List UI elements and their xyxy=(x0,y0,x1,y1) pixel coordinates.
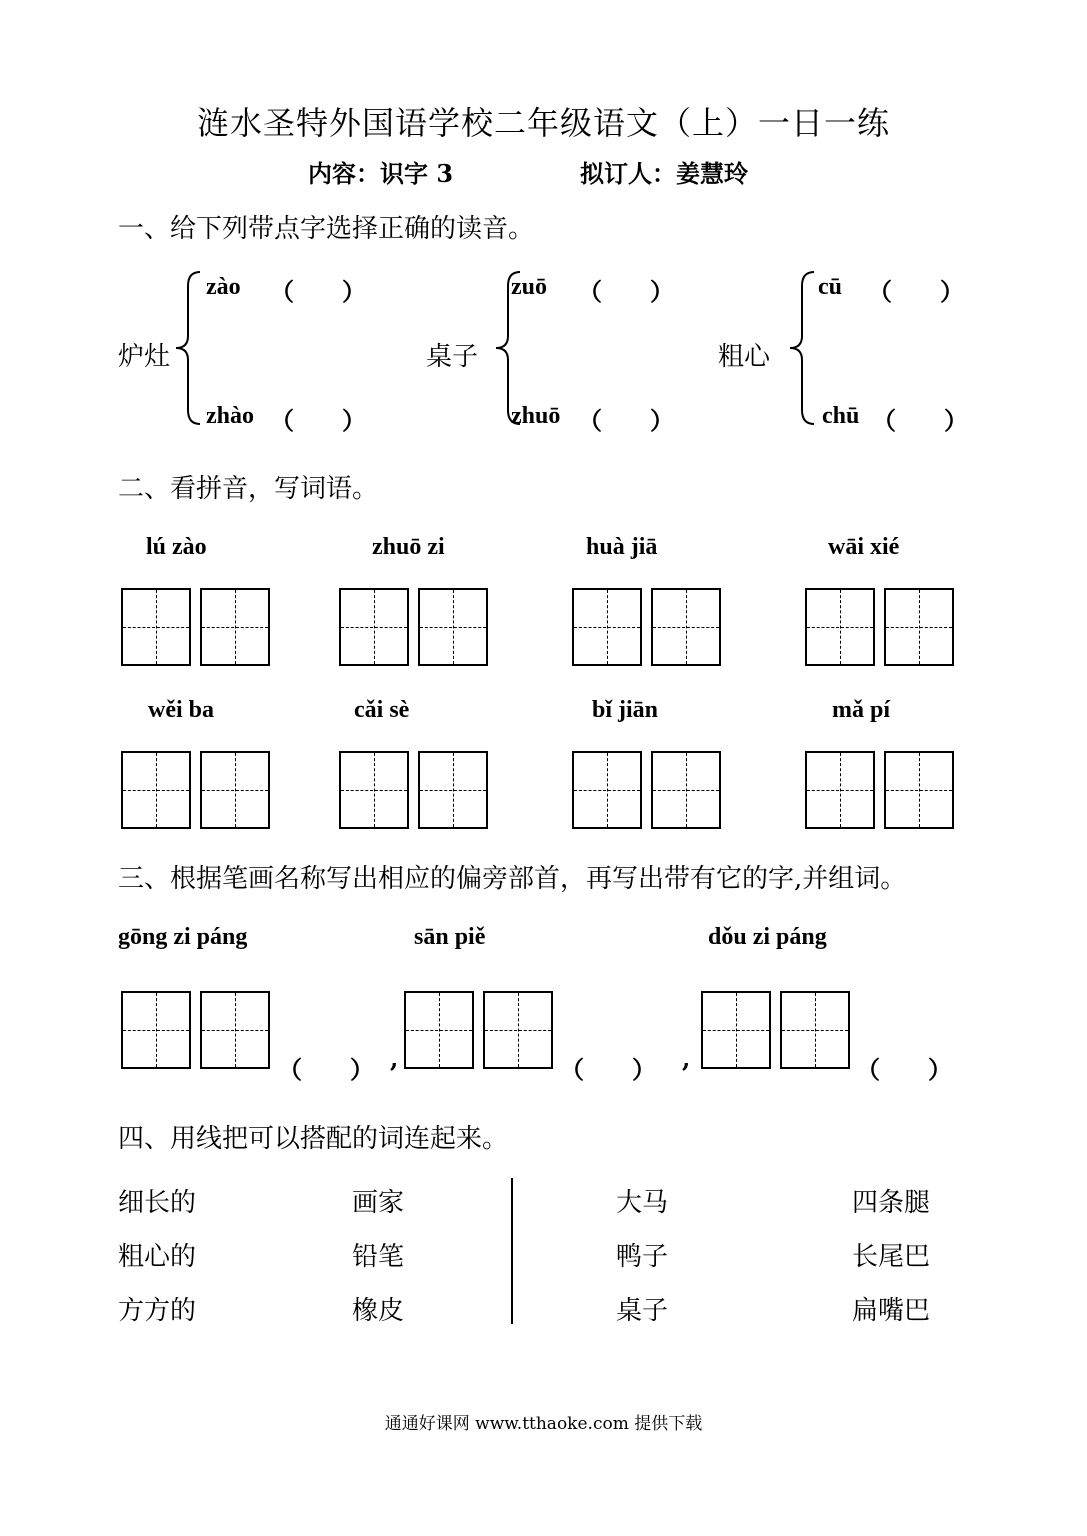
s2-pinyin-3: huà jiā xyxy=(586,534,658,560)
match-word: 鸭子 xyxy=(616,1242,669,1272)
match-word: 桌子 xyxy=(616,1296,669,1326)
writing-cell[interactable] xyxy=(651,751,721,829)
s2-pinyin-5: wěi ba xyxy=(148,697,214,723)
match-word: 四条腿 xyxy=(852,1188,931,1218)
s3-pinyin-1: gōng zi páng xyxy=(118,924,248,950)
page-title: 涟水圣特外国语学校二年级语文（上）一日一练 xyxy=(196,104,890,142)
s3-paren-3[interactable]: （ ） xyxy=(856,1055,952,1084)
s1-word-3: 粗心 xyxy=(718,342,771,372)
writing-cell[interactable] xyxy=(339,751,409,829)
match-word: 长尾巴 xyxy=(852,1242,931,1272)
s3-comma-2: , xyxy=(682,1044,691,1073)
s1-paren-1b[interactable]: （ ） xyxy=(270,406,366,435)
s3-pinyin-3: dǒu zi páng xyxy=(708,924,827,950)
brace-1 xyxy=(172,270,204,426)
s2-pinyin-8: mǎ pí xyxy=(832,697,891,723)
writing-cell[interactable] xyxy=(200,751,270,829)
s1-option-2a: zuō xyxy=(511,274,547,300)
s1-paren-2a[interactable]: （ ） xyxy=(578,277,674,306)
s1-option-1a: zào xyxy=(206,274,241,300)
match-word: 铅笔 xyxy=(352,1242,405,1272)
section1-heading: 一、给下列带点字选择正确的读音。 xyxy=(118,214,535,244)
writing-cell[interactable] xyxy=(884,588,954,666)
writing-cell[interactable] xyxy=(121,588,191,666)
s1-paren-3a[interactable]: （ ） xyxy=(868,277,964,306)
s1-paren-2b[interactable]: （ ） xyxy=(578,406,674,435)
s2-pinyin-4: wāi xié xyxy=(828,534,900,560)
s2-pinyin-1: lú zào xyxy=(146,534,207,560)
writing-cell[interactable] xyxy=(572,588,642,666)
s3-paren-1[interactable]: （ ） xyxy=(278,1055,374,1084)
writing-cell[interactable] xyxy=(339,588,409,666)
match-word: 细长的 xyxy=(118,1188,197,1218)
writing-cell[interactable] xyxy=(418,588,488,666)
s2-pinyin-6: cǎi sè xyxy=(354,697,410,723)
section4-heading: 四、用线把可以搭配的词连起来。 xyxy=(118,1124,509,1154)
s2-pinyin-7: bǐ jiān xyxy=(592,697,659,723)
writing-cell[interactable] xyxy=(884,751,954,829)
s1-paren-3b[interactable]: （ ） xyxy=(872,406,968,435)
writing-cell[interactable] xyxy=(121,991,191,1069)
s3-comma-1: , xyxy=(390,1044,399,1073)
writing-cell[interactable] xyxy=(701,991,771,1069)
writing-cell[interactable] xyxy=(200,991,270,1069)
s2-pinyin-2: zhuō zi xyxy=(372,534,445,560)
section3-heading: 三、根据笔画名称写出相应的偏旁部首，再写出带有它的字,并组词。 xyxy=(118,864,907,894)
s3-pinyin-2: sān piě xyxy=(414,924,486,950)
writing-cell[interactable] xyxy=(651,588,721,666)
writing-cell[interactable] xyxy=(483,991,553,1069)
s1-word-1: 炉灶 xyxy=(118,342,171,372)
content-label: 内容：识字 3 xyxy=(308,159,454,188)
match-word: 橡皮 xyxy=(352,1296,405,1326)
writing-cell[interactable] xyxy=(418,751,488,829)
column-divider xyxy=(511,1178,513,1324)
match-word: 画家 xyxy=(352,1188,405,1218)
writing-cell[interactable] xyxy=(805,751,875,829)
footer-text: 通通好课网 www.tthaoke.com 提供下载 xyxy=(384,1414,703,1434)
match-word: 方方的 xyxy=(118,1296,197,1326)
match-word: 大马 xyxy=(616,1188,669,1218)
writing-cell[interactable] xyxy=(805,588,875,666)
s1-option-1b: zhào xyxy=(206,403,254,429)
s1-option-3b: chū xyxy=(822,403,860,429)
brace-3 xyxy=(786,270,818,426)
writing-cell[interactable] xyxy=(572,751,642,829)
s1-option-3a: cū xyxy=(818,274,842,300)
author-label: 拟订人：姜慧玲 xyxy=(580,159,748,188)
s1-paren-1a[interactable]: （ ） xyxy=(270,277,366,306)
match-word: 扁嘴巴 xyxy=(852,1296,931,1326)
writing-cell[interactable] xyxy=(404,991,474,1069)
s1-word-2: 桌子 xyxy=(426,342,479,372)
writing-cell[interactable] xyxy=(200,588,270,666)
s1-option-2b: zhuō xyxy=(511,403,561,429)
writing-cell[interactable] xyxy=(780,991,850,1069)
writing-cell[interactable] xyxy=(121,751,191,829)
match-word: 粗心的 xyxy=(118,1242,197,1272)
s3-paren-2[interactable]: （ ） xyxy=(560,1055,656,1084)
section2-heading: 二、看拼音，写词语。 xyxy=(118,474,379,504)
